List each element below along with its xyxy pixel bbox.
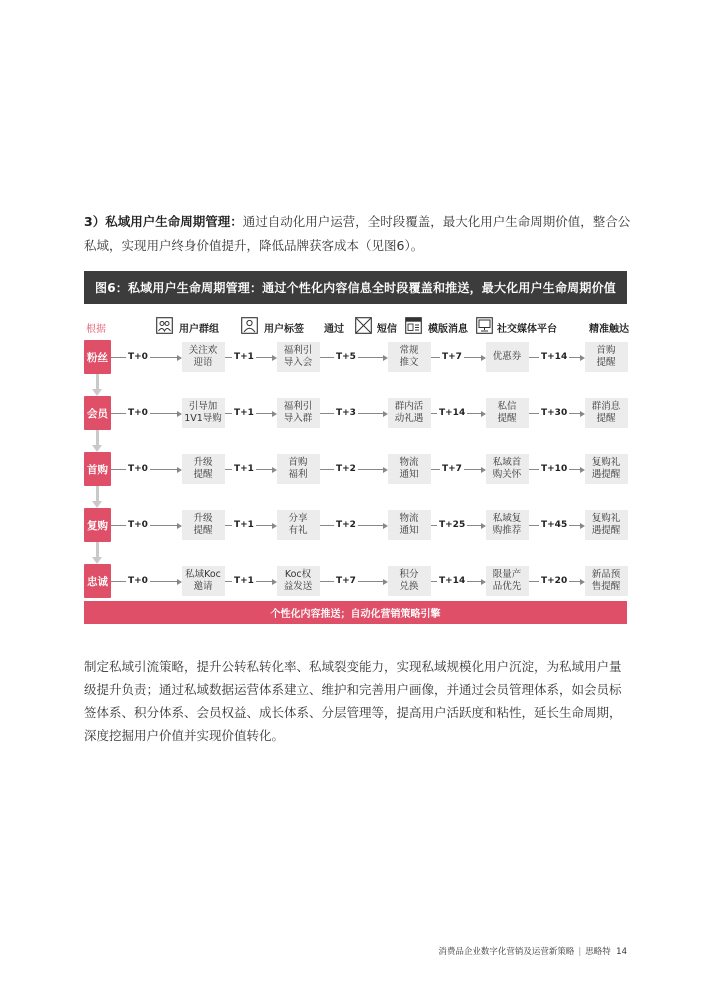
step-box: Koc权 益发送 bbox=[277, 566, 320, 596]
down-arrow-icon bbox=[92, 501, 102, 508]
time-offset-label: T+20 bbox=[541, 575, 568, 586]
step-box: 常规 推文 bbox=[388, 342, 431, 372]
time-offset-label: T+2 bbox=[336, 463, 356, 474]
figure-header-row bbox=[84, 318, 627, 338]
step-box: 关注欢 迎语 bbox=[182, 342, 225, 372]
header-user-tag: 用户标签 bbox=[264, 324, 304, 335]
step-box: 复购礼 遇提醒 bbox=[585, 454, 628, 484]
step-box: 复购礼 遇提醒 bbox=[585, 510, 628, 540]
tier-connector bbox=[96, 542, 99, 557]
time-offset-label: T+0 bbox=[128, 575, 148, 586]
tier-connector bbox=[96, 430, 99, 445]
time-offset-label: T+25 bbox=[439, 519, 466, 530]
header-template-msg: 模版消息 bbox=[428, 324, 468, 335]
time-offset-label: T+3 bbox=[336, 407, 356, 418]
footer-report-title: 消费品企业数字化营销及运营新策略 bbox=[438, 947, 575, 957]
user-group-icon bbox=[156, 317, 173, 334]
monitor-icon bbox=[476, 317, 493, 334]
step-box: 私域复 购推荐 bbox=[486, 510, 529, 540]
page-footer bbox=[0, 945, 627, 957]
down-arrow-icon bbox=[92, 557, 102, 564]
time-offset-label: T+7 bbox=[442, 463, 462, 474]
step-box: 群内活 动礼遇 bbox=[388, 398, 431, 428]
window-icon bbox=[405, 317, 422, 334]
engine-banner: 个性化内容推送；自动化营销策略引擎 bbox=[84, 601, 627, 624]
conclusion-paragraph: 制定私域引流策略，提升公转私转化率、私域裂变能力，实现私域规模化用户沉淀，为私域用户量级提升负责；通过私域数据运营体系建立、维护和完善用户画像，并通过会员管理体系，如会员标签体系、积分体系、会员权益、成长体系、分层管理等，提高用户活跃度和粘性，延长生命周期，深度挖掘用户价值并实现价值转化。 bbox=[84, 659, 622, 743]
user-tag-icon bbox=[241, 317, 258, 334]
step-box: 私信 提醒 bbox=[486, 398, 529, 428]
time-offset-label: T+1 bbox=[234, 463, 254, 474]
tier-connector bbox=[96, 374, 99, 389]
tier-label: 复购 bbox=[84, 508, 111, 542]
tier-connector bbox=[96, 486, 99, 501]
time-offset-label: T+14 bbox=[541, 351, 568, 362]
step-box: 升级 提醒 bbox=[182, 454, 225, 484]
step-box: 引导加 1V1导购 bbox=[182, 398, 225, 428]
intro-body: 通过自动化用户运营，全时段覆盖，最大化用户生命周期价值，整合公私域，实现用户终身价值提升，降低品牌获客成本（见图6）。 bbox=[84, 214, 631, 253]
time-offset-label: T+45 bbox=[541, 519, 568, 530]
time-offset-label: T+1 bbox=[234, 351, 254, 362]
time-offset-label: T+2 bbox=[336, 519, 356, 530]
step-box: 优惠券 bbox=[486, 342, 529, 372]
time-offset-label: T+1 bbox=[234, 519, 254, 530]
header-user-group: 用户群组 bbox=[179, 324, 219, 335]
figure-title: 图6：私域用户生命周期管理：通过个性化内容信息全时段覆盖和推送，最大化用户生命周期价值 bbox=[84, 271, 627, 304]
intro-lead: 3）私域用户生命周期管理： bbox=[84, 214, 243, 229]
time-offset-label: T+30 bbox=[541, 407, 568, 418]
step-box: 升级 提醒 bbox=[182, 510, 225, 540]
step-box: 分享 有礼 bbox=[277, 510, 320, 540]
down-arrow-icon bbox=[92, 445, 102, 452]
time-offset-label: T+5 bbox=[336, 351, 356, 362]
tier-label: 粉丝 bbox=[84, 340, 111, 374]
step-box: 首购 福利 bbox=[277, 454, 320, 484]
tier-label: 会员 bbox=[84, 396, 111, 430]
tier-label: 忠诚 bbox=[84, 564, 111, 598]
header-social-platform: 社交媒体平台 bbox=[497, 324, 557, 335]
step-box: 物流 通知 bbox=[388, 454, 431, 484]
step-box: 新品预 售提醒 bbox=[585, 566, 628, 596]
step-box: 群消息 提醒 bbox=[585, 398, 628, 428]
down-arrow-icon bbox=[92, 389, 102, 396]
step-box: 物流 通知 bbox=[388, 510, 431, 540]
footer-page-number: 14 bbox=[616, 947, 627, 957]
time-offset-label: T+14 bbox=[439, 407, 466, 418]
time-offset-label: T+0 bbox=[128, 519, 148, 530]
footer-separator: | bbox=[578, 947, 582, 957]
intro-paragraph bbox=[84, 210, 632, 258]
step-box: 首购 提醒 bbox=[585, 342, 628, 372]
time-offset-label: T+0 bbox=[128, 351, 148, 362]
footer-brand: 思略特 bbox=[585, 947, 611, 957]
step-box: 私域Koc 邀请 bbox=[182, 566, 225, 596]
header-via: 通过 bbox=[324, 324, 344, 335]
time-offset-label: T+1 bbox=[234, 575, 254, 586]
header-precise-reach: 精准触达 bbox=[589, 324, 629, 335]
time-offset-label: T+0 bbox=[128, 407, 148, 418]
tier-label: 首购 bbox=[84, 452, 111, 486]
header-sms: 短信 bbox=[377, 324, 397, 335]
time-offset-label: T+7 bbox=[442, 351, 462, 362]
step-box: 福利引 导入群 bbox=[277, 398, 320, 428]
step-box: 限量产 品优先 bbox=[486, 566, 529, 596]
time-offset-label: T+1 bbox=[234, 407, 254, 418]
header-basis: 根据 bbox=[86, 324, 106, 335]
envelope-icon bbox=[355, 317, 372, 334]
step-box: 福利引 导入会 bbox=[277, 342, 320, 372]
time-offset-label: T+10 bbox=[541, 463, 568, 474]
step-box: 私域首 购关怀 bbox=[486, 454, 529, 484]
time-offset-label: T+7 bbox=[336, 575, 356, 586]
step-box: 积分 兑换 bbox=[388, 566, 431, 596]
time-offset-label: T+14 bbox=[439, 575, 466, 586]
time-offset-label: T+0 bbox=[128, 463, 148, 474]
